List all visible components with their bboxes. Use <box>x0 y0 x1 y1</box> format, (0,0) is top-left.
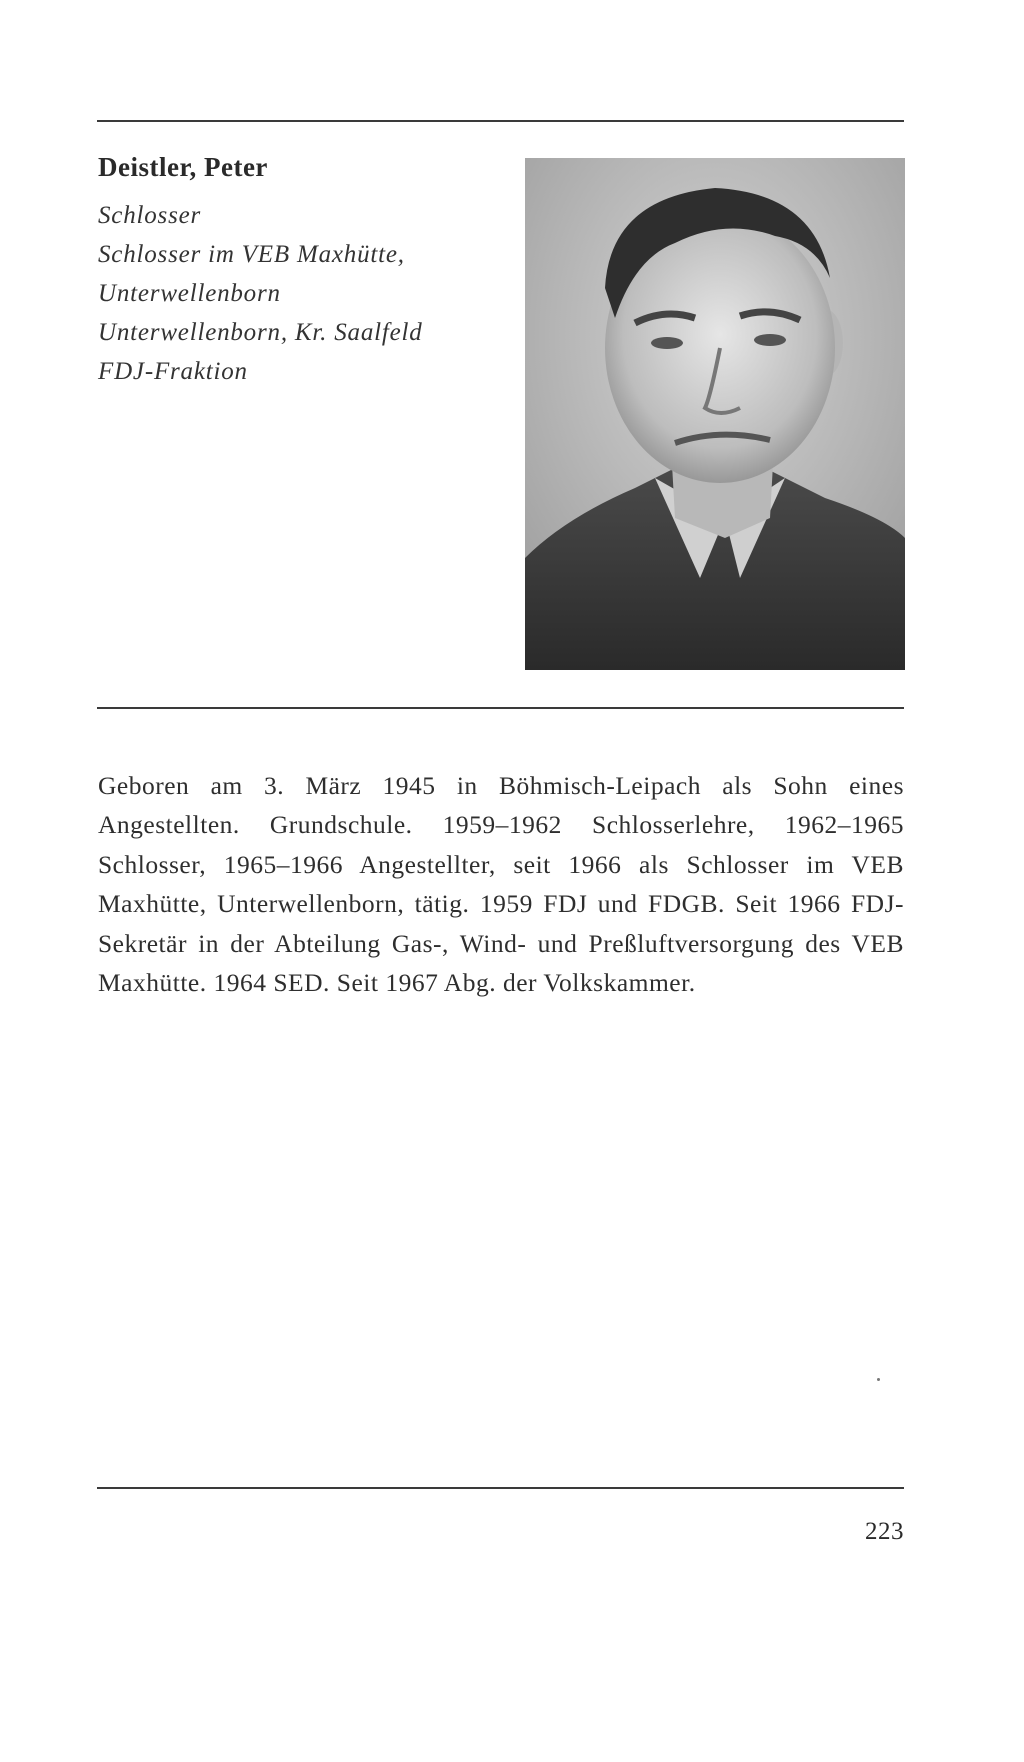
portrait-photo <box>525 158 905 670</box>
top-rule <box>97 120 904 122</box>
middle-rule <box>97 707 904 709</box>
residence: Unterwellenborn, Kr. Saalfeld <box>98 319 423 346</box>
faction: FDJ-Fraktion <box>98 358 248 385</box>
workplace-line-1: Schlosser im VEB Maxhütte, <box>98 241 405 268</box>
bottom-rule <box>97 1487 904 1489</box>
entry-header <box>98 150 518 391</box>
print-speck <box>877 1378 880 1381</box>
occupation: Schlosser <box>98 202 202 229</box>
workplace-line-2: Unterwellenborn <box>98 280 281 307</box>
page-number: 223 <box>865 1518 904 1545</box>
biography-text: Geboren am 3. März 1945 in Böhmisch-Leipach als Sohn eines Angestellten. Grundschule. 1959–1962 Schlosserlehre, 1962–1965 Schlosser, 1965–1966 Angestellter, seit 1966 als Schlosser im VEB Maxhütte, Unterwellenborn, tätig. 1959 FDJ und FDGB. Seit 1966 FDJ-Sekretär in der Abteilung Gas-, Wind- und Preßluftversorgung des VEB Maxhütte. 1964 SED. Seit 1967 Abg. der Volkskammer. <box>98 770 904 997</box>
person-name: Deistler, Peter <box>98 152 268 182</box>
